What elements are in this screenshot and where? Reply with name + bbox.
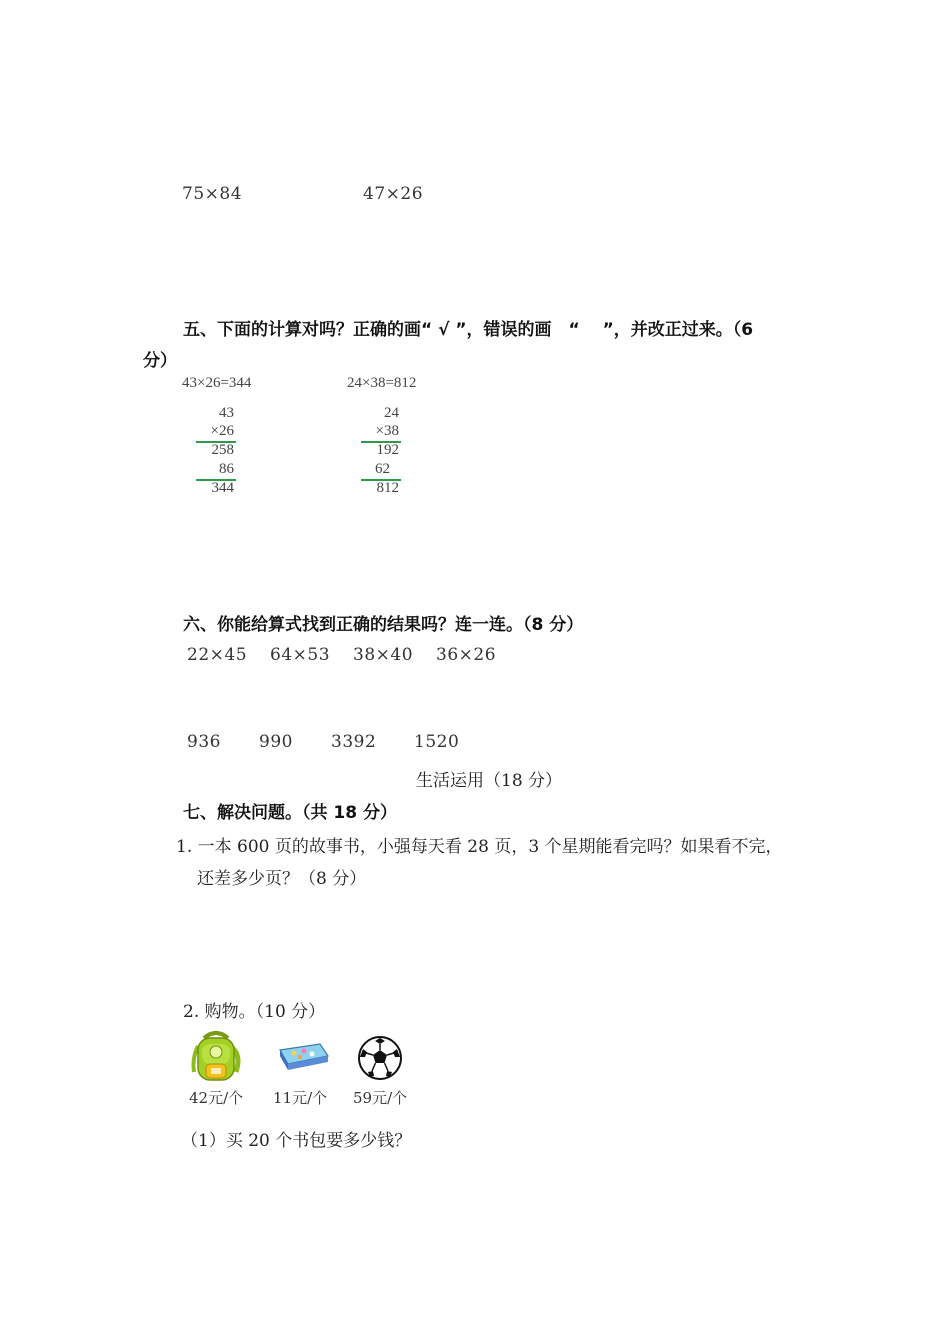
calc1-row-partial1: 258: [211, 442, 234, 458]
exercise-47x26: 47×26: [363, 184, 424, 204]
q6-expression-4: 36×26: [436, 645, 497, 665]
calc2-row-partial2: 62: [375, 461, 390, 477]
q6-result-1: 936: [187, 732, 221, 752]
q6-expression-1: 22×45: [187, 645, 248, 665]
calc1-row-product: 344: [211, 480, 234, 496]
q7-heading: 七、解决问题。（共 18 分）: [183, 803, 397, 823]
q6-result-4: 1520: [414, 732, 460, 752]
price-soccer-ball: 59元/个: [353, 1089, 408, 1107]
q6-result-3: 3392: [331, 732, 377, 752]
calc1-row-multiplier: ×26: [210, 423, 234, 439]
exercise-75x84: 75×84: [182, 184, 243, 204]
q5-calc2-equation: 24×38=812: [347, 375, 417, 391]
q7-problem1-line1: 1. 一本 600 页的故事书，小强每天看 28 页，3 个星期能看完吗？如果看不完，: [176, 837, 783, 857]
calc1-row-partial2: 86: [219, 461, 234, 477]
calc2-row-product: 812: [376, 480, 399, 496]
q6-heading: 六、你能给算式找到正确的结果吗？连一连。（8 分）: [183, 615, 584, 635]
soccer-ball-icon: [357, 1035, 403, 1081]
calc1-row-multiplicand: 43: [219, 405, 234, 421]
price-pencil-case: 11元/个: [273, 1089, 328, 1107]
q5-heading-line2: 分）: [143, 351, 177, 371]
q6-result-2: 990: [259, 732, 293, 752]
q7-problem2-title: 2. 购物。（10 分）: [183, 1002, 326, 1022]
q7-problem1-line2: 还差多少页？（8 分）: [197, 869, 367, 889]
q5-calc1-equation: 43×26=344: [182, 375, 252, 391]
backpack-icon: [186, 1028, 246, 1084]
calc2-row-multiplier: ×38: [375, 423, 399, 439]
pencil-case-icon: [276, 1040, 330, 1074]
q7-subquestion-1: （1）买 20 个书包要多少钱？: [181, 1131, 412, 1151]
q5-heading-line1: 五、下面的计算对吗？正确的画“ √ ”，错误的画 “ ”，并改正过来。（6: [183, 320, 754, 340]
price-backpack: 42元/个: [189, 1089, 244, 1107]
calc2-row-partial1: 192: [376, 442, 399, 458]
section-title: 生活运用（18 分）: [416, 771, 563, 791]
calc2-row-multiplicand: 24: [384, 405, 399, 421]
q6-expression-3: 38×40: [353, 645, 414, 665]
q6-expression-2: 64×53: [270, 645, 331, 665]
